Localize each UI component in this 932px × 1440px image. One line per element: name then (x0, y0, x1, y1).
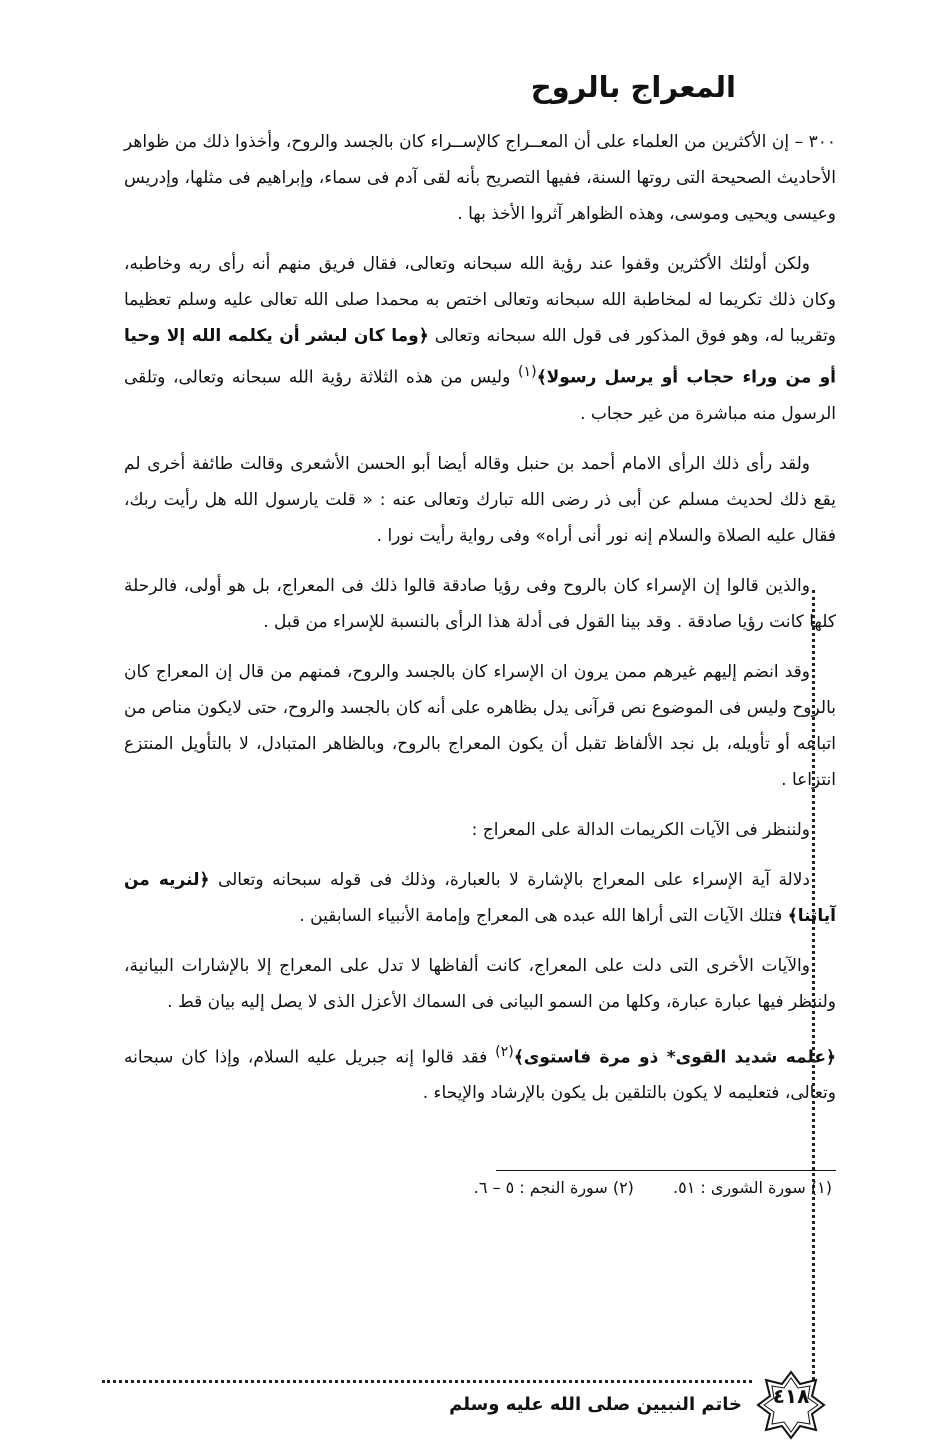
page-number: ٤١٨ (772, 1384, 810, 1408)
paragraph-5: وقد انضم إليهم غيرهم ممن يرون ان الإسراء كان بالجسد والروح، فمنهم من قال إن المعراج كان بالروح وليس فى الموضوع نص قرآنى يدل بظاهره على أنه كان بالجسد والروح، حتى لايكون مناص من اتباعه أو تأويله، بل نجد الألفاظ تقبل أن يكون المعراج بالروح، وبالظاهر المتبادل، لا بالتأويل المنتزع انتزاعا . (124, 661, 836, 790)
footnote-ref-1: (١) (518, 364, 537, 380)
running-footer: خاتم النبيين صلى الله عليه وسلم (449, 1394, 742, 1415)
margin-dotted-rule (812, 590, 815, 1380)
paragraph-6: ولننظر فى الآيات الكريمات الدالة على المعراج : (471, 819, 810, 840)
paragraph-2-text: ولكن أولئك الأكثرين وقفوا عند رؤية الله سبحانه وتعالى، فقال فريق منهم أنه رأى ربه وخاطبه، وكان ذلك تكريما له لمخاطبة الله سبحانه وتعالى اختص به محمدا صلى الله تعالى عليه وسلم تعظيما وتقريبا له، وهو فوق المذكور فى قول الله سبحانه وتعالى (124, 254, 837, 346)
paragraph-4: والذين قالوا إن الإسراء كان بالروح وفى رؤيا صادقة قالوا ذلك فى المعراج، بل هو أولى، فالرحلة كلها كانت رؤيا صادقة . وقد بينا القول فى أدلة هذا الرأى بالنسبة للإسراء من قبل . (124, 575, 836, 632)
paragraph-2 (124, 246, 836, 432)
footnote-2: (٢) سورة النجم : ٥ – ٦. (473, 1178, 634, 1197)
paragraph-9 (124, 1034, 836, 1112)
chapter-title: المعراج بالروح (530, 70, 736, 104)
footnote-ref-2: (٢) (495, 1043, 514, 1060)
paragraph-7-tail: فتلك الآيات التى أراها الله عبده هى المعراج وإمامة الأنبياء السابقين . (299, 905, 783, 926)
paragraph-7-text: دلالة آية الإسراء على المعراج بالإشارة لا بالعبارة، وذلك فى قوله سبحانه وتعالى (217, 869, 810, 890)
paragraph-2-tail: وليس من هذه الثلاثة رؤية الله سبحانه وتعالى، وتلقى الرسول منه مباشرة من غير حجاب . (124, 367, 836, 424)
quran-verse-2: ﴿لنريه من آياتنا﴾ (124, 869, 836, 926)
paragraph-3: ولقد رأى ذلك الرأى الامام أحمد بن حنبل وقاله أيضا أبو الحسن الأشعرى وقالت طائفة أخرى لم يقع ذلك لحديث مسلم عن أبى ذر رضى الله تبارك وتعالى عنه : « قلت يارسول الله هل رأيت ربك، فقال عليه الصلاة والسلام إنه نور أنى أراه» وفى رواية رأيت نورا . (124, 453, 836, 546)
paragraph-9-text: فقد قالوا إنه جبريل عليه السلام، وإذا كان سبحانه وتعالى، فتعليمه لا يكون بالتلقين بل يكون بالإرشاد والإيحاء . (124, 1047, 836, 1104)
paragraph-8: والآيات الأخرى التى دلت على المعراج، كانت ألفاظها لا تدل على المعراج إلا بالإشارات البيانية، ولننظر فيها عبارة عبارة، وكلها من السمو البيانى فى السماك الأعزل الذى لا يصل إليه بيان قط . (124, 955, 836, 1012)
paragraph-1: ٣٠٠ – إن الأكثرين من العلماء على أن المعــراج كالإســراء كان بالجسد والروح، وأخذوا ذلك من ظواهر الأحاديث الصحيحة التى روتها السنة، ففيها التصريح بأنه لقى آدم فى سماء، وإبراهيم فى مثلها، وإدريس وعيسى ويحيى وموسى، وهذه الظواهر آثروا الأخذ بها . (124, 132, 836, 224)
quran-verse-3: ﴿علمه شديد القوى* ذو مرة فاستوى﴾ (513, 1047, 836, 1068)
footnote-1: (١) سورة الشورى : ٥١. (673, 1178, 832, 1197)
footnote-divider (496, 1170, 836, 1171)
paragraph-7 (124, 862, 836, 934)
footnotes (440, 1178, 832, 1197)
footer-dotted-rule (102, 1380, 752, 1383)
body-text (124, 124, 836, 1125)
quran-verse-1: ﴿وما كان لبشر أن يكلمه الله إلا وحيا أو من وراء حجاب أو يرسل رسولا﴾ (124, 326, 836, 388)
